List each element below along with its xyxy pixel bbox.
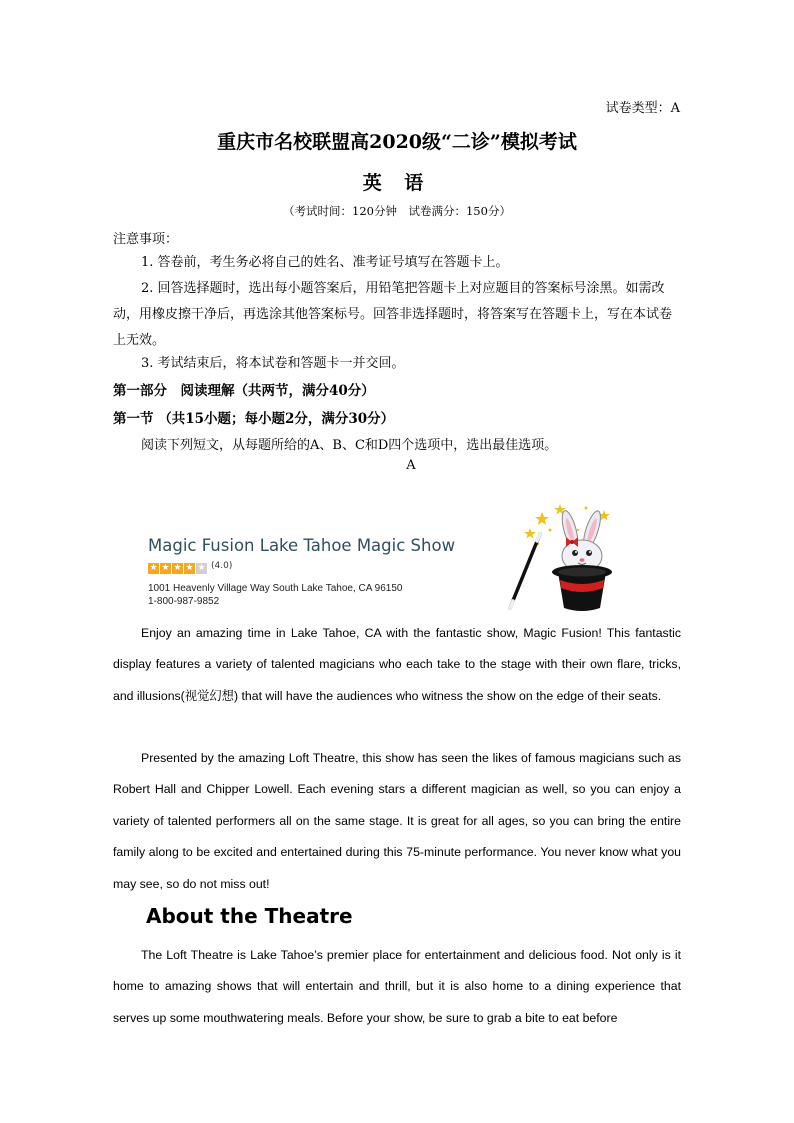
rabbit-icon [559,509,604,572]
section1-heading: 第一节 （共15小题；每小题2分，满分30分） [113,411,395,427]
star-icon: ★ [149,562,158,573]
ad-phone: 1-800-987-9852 [148,596,220,607]
part1-heading: 第一部分 阅读理解（共两节，满分40分） [113,383,375,399]
notice-item-3: 3. 考试结束后，将本试卷和答题卡一并交回。 [141,356,405,371]
rating-text: (4.0) [211,561,233,571]
magic-hat-rabbit-illustration [500,500,620,616]
notice-heading: 注意事项： [113,232,179,247]
notice-item-1: 1. 答卷前，考生务必将自己的姓名、准考证号填写在答题卡上。 [141,255,509,270]
paper-type-label: 试卷类型：A [605,101,680,116]
star-icon: ★ [173,562,182,573]
notice-item-2: 2. 回答选择题时，选出每小题答案后，用铅笔把答题卡上对应题目的答案标号涂黑。如需改动，用橡皮擦干净后，再选涂其他答案标号。回答非选择题时，将答案写在答题卡上，写在本试卷上无效。 [113,281,673,348]
reading-instruction: 阅读下列短文，从每题所给的A、B、C和D四个选项中，选出最佳选项。 [141,438,558,453]
star-icon: ★ [197,562,206,573]
exam-info: （考试时间：120分钟 试卷满分：150分） [283,204,511,218]
magic-wand-icon [510,534,540,608]
passage-letter: A [406,458,416,473]
ad-title: Magic Fusion Lake Tahoe Magic Show [148,536,456,555]
passage-paragraph-1: Enjoy an amazing time in Lake Tahoe, CA with the fantastic show, Magic Fusion! This fantastic display features a variety of talented magicians who each take to the stage with their own flare, tricks, and illusions(视觉幻想) that will have the audiences who witness the show on the edge of their seats. [113,626,681,703]
subject-title: 英 语 [362,172,432,194]
about-theatre-heading: About the Theatre [146,904,353,928]
ad-address: 1001 Heavenly Village Way South Lake Tahoe, CA 96150 [148,583,403,594]
about-theatre-paragraph: The Loft Theatre is Lake Tahoe’s premier place for entertainment and delicious food. Not only is it home to amazing shows that will entertain and thrill, but it is also home to a dining experience that serves up some mouthwatering meals. Before your show, be sure to grab a bite to eat before [113,948,681,1025]
top-hat-icon [552,565,612,611]
star-icon: ★ [161,562,170,573]
exam-title: 重庆市名校联盟高2020级“二诊”模拟考试 [217,131,577,153]
star-rating [148,562,207,574]
star-icon: ★ [185,562,194,573]
passage-paragraph-2: Presented by the amazing Loft Theatre, this show has seen the likes of famous magicians such as Robert Hall and Chipper Lowell. Each evening stars a different magician as well, so you can enjoy a variety of talented performers all on the same stage. It is great for all ages, so you can bring the entire family along to be excited and entertained during this 75-minute performance. You never know what you may see, so do not miss out! [113,751,681,891]
